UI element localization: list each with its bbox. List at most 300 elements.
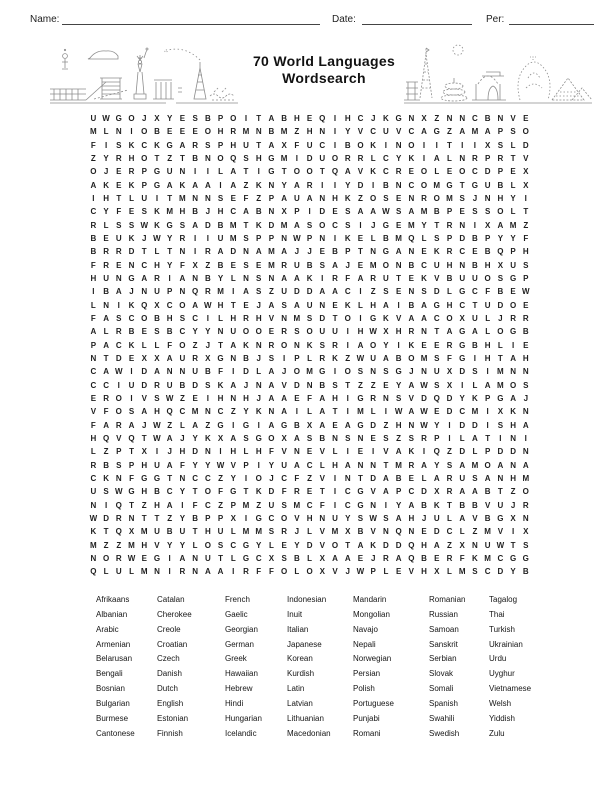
grid-letter: E — [230, 260, 236, 270]
grid-letter: P — [484, 153, 491, 163]
grid-letter: R — [230, 127, 237, 137]
grid-letter: A — [268, 300, 275, 310]
grid-letter: A — [421, 127, 427, 137]
grid-letter: O — [344, 367, 351, 377]
grid-letter: M — [242, 527, 250, 537]
grid-letter: D — [204, 220, 211, 230]
word-list-item: Creole — [157, 624, 181, 634]
grid-letter: E — [141, 553, 147, 563]
grid-letter: P — [446, 233, 453, 243]
grid-row — [87, 125, 532, 138]
grid-letter: M — [140, 567, 148, 577]
grid-letter: M — [179, 193, 186, 203]
grid-letter: P — [484, 447, 491, 457]
grid-letter: U — [459, 473, 466, 483]
grid-letter: N — [332, 433, 338, 443]
grid-letter: X — [446, 367, 453, 377]
grid-letter: N — [268, 273, 275, 283]
grid-letter: N — [319, 513, 326, 523]
grid-letter: B — [484, 487, 491, 497]
grid-letter: N — [383, 393, 389, 403]
grid-letter: Q — [90, 567, 97, 577]
grid-letter: R — [357, 153, 364, 163]
grid-letter: W — [204, 300, 212, 310]
grid-letter: X — [523, 180, 529, 190]
word-list-item: Sanskrit — [429, 639, 458, 649]
grid-letter: A — [383, 473, 389, 483]
grid-letter: A — [332, 287, 338, 297]
grid-letter: B — [319, 433, 326, 443]
grid-letter: K — [510, 407, 516, 417]
grid-letter: S — [345, 433, 351, 443]
grid-letter: H — [90, 433, 97, 443]
grid-letter: U — [103, 273, 109, 283]
grid-letter: A — [484, 380, 491, 390]
grid-letter: C — [484, 567, 491, 577]
grid-letter: V — [395, 313, 402, 323]
grid-letter: N — [179, 247, 186, 257]
grid-letter: N — [497, 114, 504, 123]
word-list-item: Greek — [225, 654, 247, 664]
grid-letter: E — [395, 220, 402, 230]
word-list-item: Somali — [429, 684, 454, 694]
grid-letter: J — [421, 513, 427, 523]
grid-letter: G — [230, 487, 237, 497]
word-list-item: Gaelic — [225, 609, 248, 619]
grid-letter: L — [497, 340, 503, 350]
grid-letter: I — [232, 287, 235, 297]
grid-letter: H — [217, 127, 224, 137]
name-fill-line — [62, 13, 320, 25]
grid-letter: N — [192, 553, 198, 563]
grid-letter: F — [243, 193, 249, 203]
grid-letter: A — [293, 433, 300, 443]
grid-letter: E — [357, 447, 364, 457]
grid-letter: N — [90, 353, 97, 363]
grid-letter: J — [256, 353, 261, 363]
grid-letter: U — [332, 513, 338, 523]
grid-letter: C — [459, 247, 466, 257]
grid-letter: L — [485, 327, 491, 337]
grid-letter: B — [192, 153, 198, 163]
grid-letter: E — [510, 167, 516, 177]
grid-letter: N — [115, 127, 122, 137]
grid-letter: D — [192, 380, 198, 390]
grid-letter: I — [448, 420, 451, 430]
grid-letter: K — [306, 273, 313, 283]
grid-letter: Y — [510, 193, 516, 203]
grid-letter: S — [472, 367, 478, 377]
grid-row — [87, 392, 532, 405]
word-list-item: Welsh — [489, 698, 512, 708]
grid-letter: T — [358, 247, 363, 257]
grid-letter: O — [204, 540, 211, 550]
grid-letter: J — [142, 233, 147, 243]
grid-letter: O — [306, 167, 313, 177]
grid-letter: U — [293, 193, 300, 203]
grid-letter: H — [395, 420, 402, 430]
word-list-item: Icelandic — [225, 728, 257, 738]
grid-letter: D — [103, 513, 109, 523]
grid-letter: U — [383, 273, 389, 283]
grid-letter: G — [115, 114, 122, 123]
grid-letter: E — [408, 473, 414, 483]
grid-letter: M — [471, 407, 479, 417]
grid-letter: A — [204, 180, 211, 190]
grid-letter: A — [243, 287, 249, 297]
grid-letter: U — [268, 500, 275, 510]
grid-letter: N — [306, 380, 313, 390]
grid-letter: M — [242, 500, 250, 510]
grid-letter: A — [344, 420, 351, 430]
grid-letter: N — [510, 460, 516, 470]
grid-letter: A — [166, 500, 173, 510]
grid-letter: Y — [256, 540, 262, 550]
word-list-item: Norwegian — [353, 654, 392, 664]
grid-letter: M — [242, 127, 250, 137]
grid-letter: O — [90, 167, 97, 177]
grid-letter: M — [90, 127, 97, 137]
grid-letter: E — [179, 127, 186, 137]
grid-letter: K — [344, 193, 351, 203]
grid-letter: P — [484, 233, 491, 243]
grid-letter: I — [359, 287, 362, 297]
grid-letter: B — [255, 207, 262, 217]
grid-letter: R — [154, 380, 160, 390]
grid-letter: T — [141, 433, 147, 443]
grid-letter: C — [141, 140, 148, 150]
grid-letter: L — [230, 273, 236, 283]
grid-letter: G — [509, 273, 517, 283]
grid-letter: I — [104, 140, 108, 150]
grid-letter: I — [486, 407, 489, 417]
grid-letter: E — [306, 447, 313, 457]
grid-letter: A — [268, 393, 275, 403]
grid-letter: W — [165, 393, 174, 403]
grid-letter: A — [344, 553, 351, 563]
grid-letter: X — [141, 353, 147, 363]
grid-letter: Y — [205, 460, 211, 470]
grid-letter: V — [294, 513, 300, 523]
grid-letter: D — [370, 473, 377, 483]
grid-letter: X — [154, 300, 160, 310]
grid-letter: T — [154, 153, 160, 163]
grid-letter: N — [408, 527, 415, 537]
grid-row — [87, 152, 532, 165]
grid-letter: A — [332, 553, 338, 563]
grid-letter: T — [447, 500, 452, 510]
grid-letter: H — [510, 473, 516, 483]
grid-letter: A — [179, 553, 186, 563]
grid-letter: N — [179, 287, 186, 297]
grid-letter: O — [370, 340, 377, 350]
grid-letter: S — [472, 473, 478, 483]
grid-letter: C — [421, 260, 427, 270]
word-list-item: Vietnamese — [489, 684, 532, 694]
grid-letter: E — [408, 167, 414, 177]
grid-letter: N — [408, 420, 415, 430]
grid-letter: X — [281, 140, 287, 150]
grid-letter: U — [472, 313, 478, 323]
grid-letter: W — [394, 407, 403, 417]
grid-letter: E — [523, 300, 529, 310]
grid-letter: R — [344, 153, 351, 163]
word-list-column — [157, 593, 192, 741]
grid-letter: Z — [218, 500, 223, 510]
grid-letter: A — [433, 473, 440, 483]
grid-letter: D — [268, 220, 275, 230]
grid-letter: A — [472, 327, 478, 337]
grid-letter: H — [255, 447, 262, 457]
grid-letter: J — [243, 380, 249, 390]
word-list-item: Czech — [157, 654, 180, 664]
grid-letter: J — [345, 260, 350, 270]
grid-letter: B — [472, 233, 478, 243]
grid-letter: O — [331, 153, 339, 163]
word-list-column — [489, 593, 531, 741]
grid-letter: S — [306, 433, 313, 443]
grid-letter: G — [357, 393, 364, 403]
grid-letter: N — [115, 473, 122, 483]
grid-letter: Y — [345, 513, 351, 523]
grid-letter: Y — [243, 407, 249, 417]
landmarks-right-illustration — [402, 38, 594, 108]
grid-letter: A — [154, 367, 160, 377]
grid-letter: H — [306, 127, 313, 137]
grid-letter: H — [522, 353, 529, 363]
grid-letter: E — [395, 193, 402, 203]
grid-letter: G — [217, 420, 224, 430]
grid-letter: S — [205, 380, 211, 390]
grid-letter: I — [333, 473, 337, 483]
grid-row — [87, 365, 532, 378]
grid-letter: W — [216, 460, 225, 470]
grid-letter: G — [128, 273, 135, 283]
grid-letter: I — [193, 233, 197, 243]
grid-letter: B — [383, 180, 389, 190]
grid-letter: I — [168, 273, 171, 283]
grid-letter: N — [370, 500, 377, 510]
grid-letter: L — [472, 380, 478, 390]
grid-letter: C — [383, 167, 389, 177]
grid-letter: E — [306, 114, 313, 123]
grid-letter: O — [230, 114, 237, 123]
grid-letter: W — [140, 220, 149, 230]
grid-letter: E — [421, 340, 427, 350]
grid-letter: B — [433, 207, 440, 217]
grid-letter: G — [433, 300, 440, 310]
word-list-item: Uyghur — [489, 669, 515, 679]
grid-letter: O — [115, 393, 122, 403]
grid-letter: A — [230, 433, 237, 443]
grid-letter: O — [128, 114, 135, 123]
grid-letter: U — [217, 233, 224, 243]
grid-letter: D — [433, 287, 440, 297]
grid-letter: I — [486, 367, 489, 377]
grid-letter: C — [166, 487, 173, 497]
grid-letter: F — [256, 567, 262, 577]
grid-letter: I — [155, 447, 159, 457]
word-list-column — [225, 593, 262, 741]
grid-letter: N — [472, 540, 478, 550]
word-list — [0, 593, 612, 753]
grid-letter: I — [168, 553, 171, 563]
grid-row — [87, 512, 532, 525]
grid-letter: Z — [345, 353, 351, 363]
grid-letter: I — [168, 567, 171, 577]
word-list-item: Bulgarian — [96, 698, 130, 708]
grid-letter: C — [281, 473, 288, 483]
grid-letter: B — [408, 300, 415, 310]
word-list-item: Hungarian — [225, 713, 262, 723]
grid-letter: I — [244, 114, 248, 123]
grid-letter: I — [193, 167, 197, 177]
grid-letter: O — [522, 127, 529, 137]
grid-letter: V — [395, 127, 402, 137]
word-list-item: Bosnian — [96, 684, 125, 694]
grid-letter: W — [356, 567, 365, 577]
grid-letter: X — [510, 513, 516, 523]
grid-letter: G — [382, 247, 389, 257]
grid-letter: A — [217, 567, 224, 577]
grid-letter: T — [141, 513, 147, 523]
grid-letter: G — [242, 553, 250, 563]
grid-letter: A — [281, 407, 288, 417]
grid-letter: L — [103, 220, 109, 230]
grid-letter: D — [306, 540, 313, 550]
grid-letter: V — [319, 473, 325, 483]
grid-letter: D — [319, 313, 326, 323]
grid-letter: A — [421, 300, 427, 310]
word-list-item: Navajo — [353, 624, 378, 634]
grid-row — [87, 419, 532, 432]
grid-letter: E — [332, 420, 338, 430]
grid-letter: V — [510, 114, 516, 123]
grid-letter: A — [179, 273, 186, 283]
grid-letter: B — [90, 233, 97, 243]
grid-letter: G — [497, 393, 504, 403]
grid-letter: N — [459, 153, 466, 163]
grid-letter: X — [192, 260, 198, 270]
grid-letter: C — [179, 327, 186, 337]
grid-letter: G — [370, 313, 377, 323]
grid-letter: A — [141, 407, 148, 417]
grid-letter: Z — [447, 540, 452, 550]
grid-letter: A — [459, 460, 466, 470]
grid-letter: O — [281, 567, 288, 577]
grid-letter: T — [167, 247, 173, 257]
grid-letter: O — [179, 300, 186, 310]
grid-letter: A — [319, 420, 326, 430]
grid-letter: K — [103, 473, 109, 483]
grid-letter: U — [484, 180, 491, 190]
grid-letter: W — [89, 513, 98, 523]
grid-letter: C — [433, 313, 440, 323]
grid-letter: O — [433, 193, 440, 203]
grid-letter: O — [306, 567, 313, 577]
grid-letter: J — [205, 207, 211, 217]
grid-letter: I — [359, 313, 362, 323]
grid-letter: N — [370, 247, 377, 257]
grid-letter: Z — [179, 393, 185, 403]
grid-letter: A — [166, 180, 173, 190]
grid-letter: L — [510, 207, 516, 217]
grid-letter: A — [166, 433, 173, 443]
grid-letter: Y — [179, 487, 186, 497]
grid-letter: N — [319, 300, 326, 310]
grid-letter: A — [90, 327, 97, 337]
grid-letter: C — [408, 180, 415, 190]
grid-letter: A — [204, 567, 211, 577]
word-list-item: Bengali — [96, 669, 123, 679]
grid-letter: D — [522, 140, 529, 150]
grid-letter: T — [192, 527, 198, 537]
grid-letter: I — [384, 407, 387, 417]
grid-letter: Q — [115, 500, 122, 510]
grid-letter: U — [166, 380, 173, 390]
grid-letter: B — [344, 140, 351, 150]
grid-letter: N — [217, 327, 224, 337]
word-list-item: Macedonian — [287, 728, 331, 738]
grid-letter: V — [281, 380, 287, 390]
grid-letter: H — [255, 313, 262, 323]
grid-letter: I — [257, 460, 260, 470]
grid-letter: N — [446, 114, 453, 123]
grid-letter: X — [446, 380, 453, 390]
grid-letter: K — [370, 140, 377, 150]
grid-letter: V — [357, 127, 364, 137]
grid-letter: C — [408, 487, 415, 497]
grid-letter: Y — [294, 540, 300, 550]
grid-letter: G — [357, 420, 364, 430]
grid-letter: N — [421, 367, 427, 377]
grid-letter: L — [294, 567, 300, 577]
grid-letter: K — [332, 353, 338, 363]
grid-letter: U — [281, 287, 288, 297]
grid-letter: V — [408, 567, 414, 577]
grid-letter: A — [421, 460, 427, 470]
grid-letter: L — [103, 327, 109, 337]
grid-letter: S — [472, 207, 478, 217]
grid-letter: L — [459, 527, 465, 537]
word-list-item: Korean — [287, 654, 313, 664]
grid-letter: P — [141, 180, 147, 190]
grid-letter: G — [522, 553, 529, 563]
grid-letter: A — [293, 273, 300, 283]
grid-letter: E — [446, 167, 453, 177]
grid-letter: D — [459, 447, 466, 457]
grid-letter: I — [321, 180, 324, 190]
grid-letter: Y — [167, 233, 173, 243]
grid-letter: P — [510, 247, 516, 257]
grid-row — [87, 232, 532, 245]
grid-letter: L — [510, 180, 516, 190]
grid-letter: N — [115, 273, 122, 283]
word-list-item: Thai — [489, 609, 505, 619]
grid-letter: P — [268, 233, 275, 243]
grid-letter: E — [103, 233, 109, 243]
grid-letter: C — [192, 473, 198, 483]
grid-letter: C — [115, 340, 122, 350]
grid-letter: A — [281, 193, 288, 203]
grid-letter: T — [497, 353, 503, 363]
grid-letter: K — [370, 167, 377, 177]
grid-letter: Y — [345, 127, 351, 137]
grid-letter: I — [193, 247, 197, 257]
grid-letter: M — [522, 473, 530, 483]
grid-letter: W — [153, 420, 161, 430]
grid-letter: F — [485, 287, 491, 297]
